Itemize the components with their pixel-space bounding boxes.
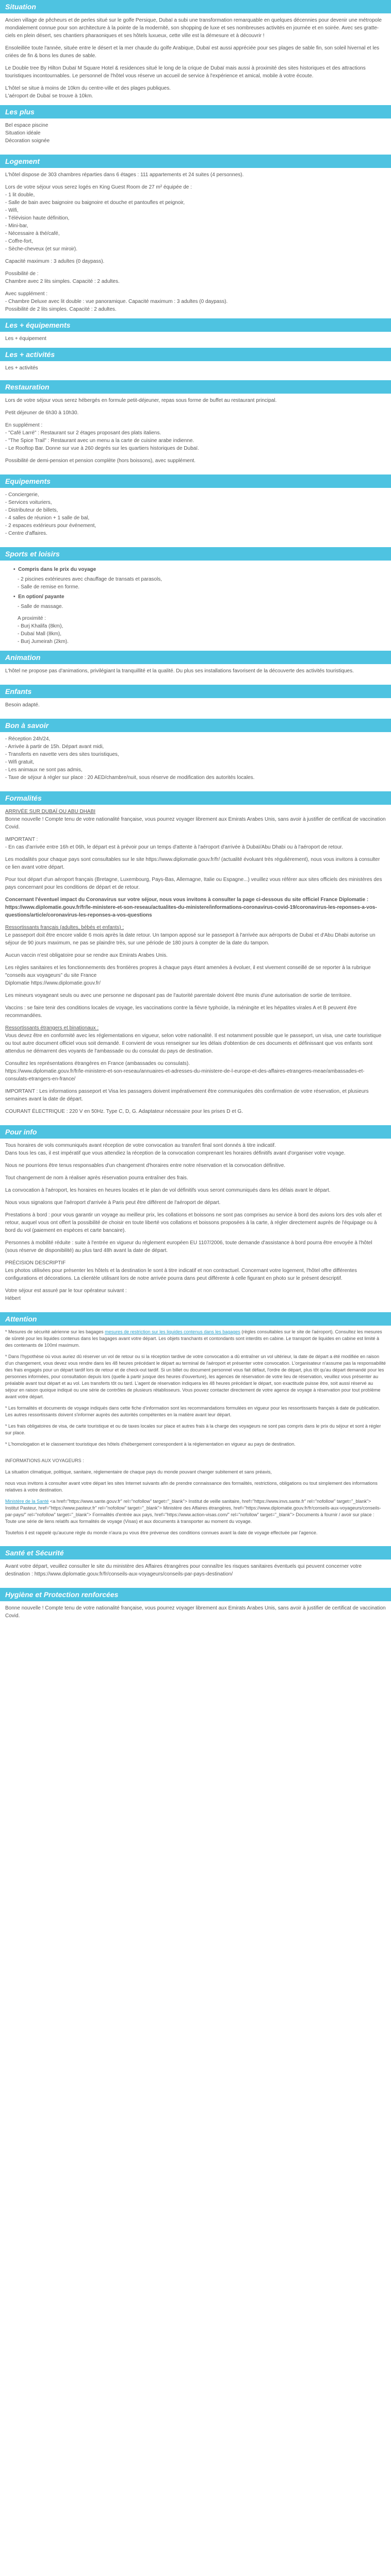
enfants-text: Besoin adapté.: [5, 702, 40, 708]
section-header-sports: Sports et loisirs: [0, 547, 391, 561]
attention-paragraph: [5, 1329, 386, 1349]
equip-plus-text: Les + équipement: [5, 336, 46, 342]
equipement-item: - Services voituriers,: [5, 500, 52, 505]
attention-paragraph: Toutefois il est rappelé qu'aucune règle du monde n'aura pu vous être prévenue des conditions connues avant la date de voyage effectuée par l'agence.: [5, 1530, 318, 1535]
attention-paragraph: La situation climatique, politique, sanitaire, réglementaire de chaque pays du monde pouvant changer subitement et sans préavis,: [5, 1469, 272, 1475]
proximity-item: - Burj Jumeirah (2km).: [18, 639, 69, 645]
situation-line: L'aéroport de Dubaï se trouve à 10km.: [5, 93, 93, 99]
section-animation: [0, 664, 391, 685]
section-header-attention: Attention: [0, 1312, 391, 1326]
pour-info-subtitle: PRÉCISION DESCRIPTIF: [5, 1260, 66, 1266]
pour-info-paragraph: Nous vous signalons que l'aéroport d'arrivée à Paris peut être différent de l'aéroport de départ.: [5, 1200, 221, 1206]
logement-line: - Chambre Deluxe avec lit double : vue panoramique. Capacité maximum : 3 adultes (0 daypass).: [5, 299, 228, 304]
formalites-paragraph: Pour tout départ d'un aéroport français (Bretagne, Luxembourg, Pays-Bas, Allemagne, Italie ou Espagne...) veuillez vous référer aux sites officiels des ministères des pays concernant pour les conditions de départ et de retour.: [5, 877, 382, 890]
restaurant-item: - "The Spice Trail" : Restaurant avec un menu a la carte de cuisine arabe indienne.: [5, 438, 194, 444]
logement-paragraph: Chambre avec 2 lits simples. Capacité : 2 adultes.: [5, 279, 120, 284]
section-header-activites-plus: Les + activités: [0, 348, 391, 361]
sports-included-label: Compris dans le prix du voyage: [18, 567, 96, 572]
logement-equip-item: - Wifi,: [5, 208, 19, 213]
section-restauration: [0, 394, 391, 474]
section-attention: [0, 1326, 391, 1546]
sports-included-heading: • Compris dans le prix du voyage: [13, 567, 96, 572]
section-pour-info: [0, 1139, 391, 1312]
section-bon-a-savoir: [0, 732, 391, 791]
formalites-line: Les règles sanitaires et les fonctionnements des frontières propres à chaque pays étant amenées à évoluer, il est vivement conseillé de se reporter à la rubrique "conseils aux voyageurs" du site France: [5, 965, 371, 978]
bon-a-savoir-item: - Arrivée à partir de 15h. Départ avant midi,: [5, 744, 104, 750]
proximity-item: - Burj Khalifa (8km),: [18, 623, 63, 629]
logement-line: Possibilité de :: [5, 271, 39, 277]
section-header-bon-a-savoir: Bon à savoir: [0, 719, 391, 732]
formalites-foreign-title: Ressortissants étrangers et binationaux :: [5, 1025, 99, 1031]
section-plus: [0, 118, 391, 155]
sports-paid-heading: • En option/ payante: [13, 594, 64, 600]
pour-info-paragraph: Nous ne pourrions être tenus responsables d'un changement d'horaires entre notre réservation et la convocation définitive.: [5, 1163, 286, 1168]
plus-item: Décoration soignée: [5, 138, 50, 144]
formalites-covid-paragraph: Concernant l'éventuel impact du Coronavirus sur votre séjour, nous vous invitons à consulter la page ci-dessous du site officiel France Diplomatie : https://www.diplomatie.gouv.fr/fr/le-ministere-et-son-reseau/actualites-du-ministere/informations-coronavirus-covid-19/coronavirus-les-reponses-a-vos-questions/article/coronavirus-les-reponses-a-vos-questions: [5, 897, 377, 918]
hygiene-paragraph: Bonne nouvelle ! Compte tenu de votre nationalité française, vous pourrez voyager librement aux Emirats Arabes Unis, sans avoir à justifier de certificat de vaccination Covid.: [5, 1605, 386, 1619]
formalites-paragraph: Diplomatie https://www.diplomatie.gouv.fr/: [5, 980, 101, 986]
attention-paragraph: [5, 1498, 386, 1525]
restaurant-item: - Le Rooftop Bar. Donne sur vue à 260 degrés sur les quartiers historiques de Dubaï.: [5, 446, 199, 451]
logement-equip-item: - Nécessaire à thé/café,: [5, 231, 60, 236]
formalites-link[interactable]: https://www.diplomatie.gouv.fr/fr/le-ministere-et-son-reseau/annuaires-et-adresses-du-ministere-de-l-europe-et-des-affaires-etrangeres-meae/ambassades-et-consulats-etrangers-en-france/: [5, 1069, 365, 1082]
logement-equip-item: - Télévision haute définition,: [5, 215, 70, 221]
logement-equip-item: - Coffre-fort,: [5, 239, 33, 244]
attention-paragraph: * L'homologation et le classement touristique des hôtels d'hébergement correspondent à la réglementation en vigueur au pays de destination.: [5, 1442, 296, 1447]
logement-line: Possibilité de 2 lits simples. Capacité : 2 adultes.: [5, 307, 117, 312]
formalites-paragraph: COURANT ÉLECTRIQUE : 220 V en 50Hz. Type C, D, G. Adaptateur nécessaire pour les prises D et G.: [5, 1109, 243, 1114]
attention-paragraph: * Les formalités et documents de voyage indiqués dans cette fiche d'information sont les recommandations formulées en vigueur pour les ressortissants français à date de publication. Les autres ressortissants doivent s'informer auprès des autorités compétentes en la matière avant leur départ.: [5, 1405, 380, 1417]
tour-operator-name: Hébert: [5, 1296, 21, 1301]
section-header-animation: Animation: [0, 651, 391, 664]
sports-included-item: - Salle de remise en forme.: [18, 584, 80, 590]
pour-info-paragraph: Les photos utilisées pour présenter les hôtels et la destination le sont à titre indicatif et non contractuel. Concernant votre logement, l'hôtel offre différentes configurations et décorations. La clientèle utilisant lors de notre arrivée pourra dans peut différente à celle figurant en photo sur le présent descriptif.: [5, 1268, 357, 1281]
restauration-paragraph: Petit déjeuner de 6h30 à 10h30.: [5, 410, 79, 416]
bon-a-savoir-item: - Réception 24h/24,: [5, 736, 51, 742]
logement-paragraph: Capacité maximum : 3 adultes (0 daypass).: [5, 259, 105, 264]
equipement-item: - Distributeur de billets,: [5, 507, 58, 513]
pour-info-paragraph: Personnes à mobilité réduite : suite à l'entrée en vigueur du règlement européen EU 1107/2006, toute demande d'assistance à bord pourra être envoyée à l'hôtel (sous réserve de disponibilité) au plus tard 48h avant la date de départ.: [5, 1240, 372, 1253]
logement-equip-item: - Salle de bain avec baignoire ou baignoire et douche et pantoufles et peignoir,: [5, 200, 185, 206]
section-header-pour-info: Pour info: [0, 1125, 391, 1139]
formalites-paragraph: - En cas d'arrivée entre 16h et 06h, le départ est à prévoir pour un temps d'attente à l'aéroport d'arrivée à Dubaï/Abu Dhabi ou à l'aéroport de retour.: [5, 844, 343, 850]
section-sports: [0, 561, 391, 651]
attention-text: <a href="https://www.sante.gouv.fr" rel="nofollow" target="_blank"> Institut de veille sanitaire, href="https://www.invs.sante.fr" rel="nofollow" target="_blank"> Institut Pasteur, href="https://www.pasteur.fr" rel="nofollow" target="_blank"> Ministère des Affaires étrangères, href="https://www.diplomatie.gouv.fr/fr/conseils-aux-voyageurs/conseils-par-pays/" rel="nofollow" target="_blank"> Formalités d'entrée aux pays, href="https://www.action-visas.com/" rel="nofollow" target="_blank"> Documents à fournir / avoir sur place : Toute une série de liens relatifs aux formalités de voyage (Visas) et aux documents à transporter au moment du voyage.: [5, 1499, 381, 1524]
formalites-paragraph: Aucun vaccin n'est obligatoire pour se rendre aux Emirats Arabes Unis.: [5, 953, 168, 958]
proximity-item: - Dubaï Mall (8km),: [18, 631, 62, 637]
formalites-paragraph: Les modalités pour chaque pays sont consultables sur le site https://www.diplomatie.gouv.fr/fr/ (actualité évoluant très régulièrement), nous vous invitons à consulter ce lien avant votre départ.: [5, 857, 380, 870]
attention-paragraph: * Les frais obligatoires de visa, de carte touristique et ou de taxes locales sur place et autres frais à la charge des voyageurs ne sont pas compris dans le prix du séjour et sont à régler sur place.: [5, 1423, 381, 1435]
section-header-equipements: Equipements: [0, 474, 391, 488]
pour-info-paragraph: Tout changement de nom à réaliser après réservation pourra entraîner des frais.: [5, 1175, 188, 1181]
bon-a-savoir-item: - Taxe de séjour à régler sur place : 20 AED/chambre/nuit, sous réserve de modification des autorités locales.: [5, 775, 255, 781]
restauration-paragraph: Lors de votre séjour vous serez hébergés en formule petit-déjeuner, repas sous forme de buffet au restaurant principal.: [5, 398, 277, 403]
travellers-info-title: INFORMATIONS AUX VOYAGEURS :: [5, 1458, 84, 1463]
section-logement: [0, 168, 391, 318]
section-activites-plus: [0, 361, 391, 377]
section-header-plus: Les plus: [0, 105, 391, 118]
section-header-enfants: Enfants: [0, 685, 391, 698]
animation-paragraph: L'hôtel ne propose pas d'animations, privilégiant la tranquillité et la qualité. Du plus ses installations favorisent de la découverte des activités touristiques.: [5, 668, 354, 674]
section-enfants: [0, 698, 391, 719]
liquids-restriction-link[interactable]: mesures de restriction sur les liquides contenus dans les bagages: [105, 1329, 240, 1334]
equipement-item: - 2 espaces extérieurs pour événement,: [5, 523, 96, 529]
pour-info-paragraph: La convocation à l'aéroport, les horaires en heures locales et le plan de vol définitifs vous seront communiqués dans les délais avant le départ.: [5, 1188, 331, 1193]
pour-info-paragraph: Dans tous les cas, il est impératif que vous attendiez la réception de la convocation comprenant les horaires définitifs avant d'organiser votre voyage.: [5, 1150, 346, 1156]
logement-equip-item: - 1 lit double,: [5, 192, 35, 198]
sports-paid-item: - Salle de massage.: [18, 604, 63, 609]
attention-paragraph: * Dans l'hypothèse où vous auriez dû réserver un vol de retour ou si la réception tardive de votre convocation a dû entraîner un vol ultérieur, la date de départ a été modifiée en raison d'un changement, vous devez vous rendre dans les 48 heures précédant le départ au terminal de l'aéroport et présenter votre convocation. L'organisateur n'assume pas la responsabilité des frais engagés pour un départ tardif lors de retour et de check-out tardif. Si un billet ou document personnel vous fait défaut, l'ordre de départ, plus tôt qu'au départ demandé pour les personnes informées, pour consultation depuis lors (quelle à partir jusque des heures d'ouverture), les agences de réservation de votre lieu de réservation, veuillez vous présenter au préalable avant tout départ et au vol. Les transferts tôt ou tard. L'agent de réservation indiquera les 48 heures précédant le départ, son exactitude puisse être, soit aussi réservé au séjour en raison quoique indiqué ou une série de contrôles de plusieurs rétablisseurs. Vous pouvez contacter directement de votre agence de voyage à réservation pour tout problème avant votre départ.: [5, 1354, 386, 1399]
section-header-formalites: Formalités: [0, 791, 391, 805]
sports-paid-label: En option/ payante: [18, 594, 64, 600]
bon-a-savoir-item: - Transferts en navette vers des sites touristiques,: [5, 752, 119, 757]
section-situation: [0, 13, 391, 105]
section-header-equip-plus: Les + équipements: [0, 318, 391, 332]
equipement-item: - 4 salles de réunion + 1 salle de bal,: [5, 515, 90, 521]
bon-a-savoir-item: - Les animaux ne sont pas admis,: [5, 767, 83, 773]
health-ministry-link[interactable]: Ministère de la Santé: [5, 1499, 49, 1504]
proximity-heading: A proximité :: [18, 616, 46, 621]
pour-info-paragraph: Prestations à bord : pour vous garantir un voyage au meilleur prix, les collations et boissons ne sont pas comprises au service à bord des avions lors des vols aller et retour, auquel vous ont offert la possibilité de choisir en toute liberté vos collations et boissons proposées à la carte, à régler directement auprès de l'équipage ou à bord du vol (paiement en espèces et carte bancaire).: [5, 1212, 382, 1233]
logement-equip-item: - Mini-bar,: [5, 223, 28, 229]
logement-line: Lors de votre séjour vous serez logés en King Guest Room de 27 m² équipée de :: [5, 184, 192, 190]
restaurant-item: - "Café Larré" : Restaurant sur 2 étages proposant des plats italiens.: [5, 430, 161, 436]
situation-paragraph: Ancien village de pêcheurs et de perles situé sur le golfe Persique, Dubaï a subi une transformation remarquable en quelques décennies pour devenir une métropole mondialement connue pour son architecture à la pointe de la modernité, son shopping de luxe et ses nombreuses activités en journée et en soirée. Avec ses gratte-ciels en plein désert, ses chantiers pharaoniques et ses hôtels luxueux, cette ville est la démesure et à découvrir !: [5, 18, 382, 39]
section-header-sante: Santé et Sécurité: [0, 1546, 391, 1560]
bon-a-savoir-item: - Wifi gratuit,: [5, 759, 35, 765]
plus-item: Situation idéale: [5, 130, 41, 136]
logement-line: Avec supplément :: [5, 291, 48, 297]
section-formalites: [0, 805, 391, 1125]
formalites-french-title: Ressortissants français (adultes, bébés et enfants) :: [5, 925, 124, 930]
situation-paragraph: Le Double tree By Hilton Dubaï M Square Hotel & residences situé le long de la crique de Dubaï mais aussi à proximité des sites historiques et des attractions touristiques incontournables. Le personnel de l'hôtel vous réserve un accueil de service à l'expérience et amical, mobile à votre écoute.: [5, 65, 366, 79]
attention-text: (règles consultables sur le site de l'aéroport). Consultez les mesures de sûreté pour les liquides contenus dans les bagages avant votre départ. Les objets tranchants et contondants sont interdits en cabine. Le transport de liquides en cabine est limité à des contenants de 100ml maximum.: [5, 1329, 382, 1348]
logement-paragraph: L'hôtel dispose de 303 chambres réparties dans 6 étages : 111 appartements et 24 suites (4 personnes).: [5, 172, 244, 178]
section-hygiene: [0, 1601, 391, 1630]
pour-info-line: Votre séjour est assuré par le tour opérateur suivant :: [5, 1288, 127, 1294]
restauration-paragraph: Possibilité de demi-pension et pension complète (hors boissons), avec supplément.: [5, 458, 196, 464]
section-header-restauration: Restauration: [0, 380, 391, 394]
sports-included-item: - 2 piscines extérieures avec chauffage de transats et parasols,: [18, 577, 162, 582]
activites-plus-text: Les + activités: [5, 365, 38, 371]
attention-paragraph: nous vous invitons à consulter avant votre départ les sites Internet suivants afin de prendre connaissance des formalités, restrictions, obligations ou tout simplement des informations relatives à votre destination.: [5, 1481, 378, 1493]
formalites-paragraph: Bonne nouvelle ! Compte tenu de votre nationalité française, vous pourrez voyager librement aux Emirats Arabes Unis, sans avoir à justifier de certificat de vaccination Covid.: [5, 817, 386, 830]
equipement-item: - Centre d'affaires.: [5, 531, 47, 536]
section-equipements: [0, 488, 391, 547]
formalites-paragraph: Vaccins : se faire tenir des conditions locales de voyage, les vaccinations contre la fièvre typhoïde, la méningite et les hépatites virales A et B peuvent être recommandées.: [5, 1005, 357, 1019]
formalites-important-label: IMPORTANT :: [5, 837, 38, 842]
logement-equip-item: - Sèche-cheveux (et sur miroir).: [5, 246, 78, 252]
formalites-subtitle: ARRIVÉE SUR DUBAÏ OU ABU DHABI: [5, 809, 96, 815]
formalites-line: Consultez les représentations étrangères en France (ambassades ou consulats).: [5, 1061, 190, 1066]
section-equip-plus: [0, 332, 391, 348]
attention-text: * Mesures de sécurité aérienne sur les bagages: [5, 1329, 105, 1334]
plus-item: Bel espace piscine: [5, 123, 48, 128]
situation-paragraph: Ensoleillée toute l'année, située entre le désert et la mer chaude du golfe Arabique, Dubaï est aussi appréciée pour ses plages de sable fin, son soleil hivernal et les criées de fin & bons les dunes de sable.: [5, 45, 380, 59]
section-header-logement: Logement: [0, 155, 391, 168]
restauration-line: En supplément :: [5, 422, 43, 428]
section-sante: [0, 1560, 391, 1588]
formalites-paragraph: Vous devez être en conformité avec les réglementations en vigueur, selon votre nationalité. Il est notamment possible que le passeport, un visa, une carte touristique ou tout autre document officiel vous soit demandé. Il convient de vous renseigner sur les délais d'obtention de ces documents et définissant que vos enfants sont attendus ne démarrent des voyants de l'ambassade ou du consulat du pays de destination.: [5, 1033, 382, 1054]
section-header-hygiene: Hygiène et Protection renforcées: [0, 1588, 391, 1601]
equipement-item: - Conciergerie,: [5, 492, 39, 498]
sante-paragraph: Avant votre départ, veuillez consulter le site du ministère des Affaires étrangères pour connaître les risques sanitaires éventuels qui peuvent concerner votre destination : https://www.diplomatie.gouv.fr/fr/conseils-aux-voyageurs/conseils-par-pays-destination/: [5, 1564, 362, 1577]
pour-info-line: Tous horaires de vols communiqués avant réception de votre convocation au transfert final sont donnés à titre indicatif.: [5, 1143, 276, 1148]
formalites-paragraph: IMPORTANT : Les informations passeport et Visa les passagers doivent impérativement être communiquées dès confirmation de votre réservation, et plusieurs semaines avant la date de départ.: [5, 1089, 369, 1102]
situation-line: L'hôtel se situe à moins de 10km du centre-ville et des plages publiques.: [5, 86, 171, 91]
formalites-paragraph: Les mineurs voyageant seuls ou avec une personne ne disposant pas de l'autorité parentale doivent être munis d'une autorisation de sortie de territoire.: [5, 993, 352, 998]
section-header-situation: Situation: [0, 0, 391, 13]
formalites-paragraph: Le passeport doit être encore valide 6 mois après la date retour. Un tampon apposé sur le passeport à l'arrivée aux aéroports de Dubaï et d'Abu Dhabi autorise un séjour de 90 jours maximum, ne pas se plaindre très, sur une période de 180 jours à compter de la date du tampon.: [5, 933, 376, 946]
